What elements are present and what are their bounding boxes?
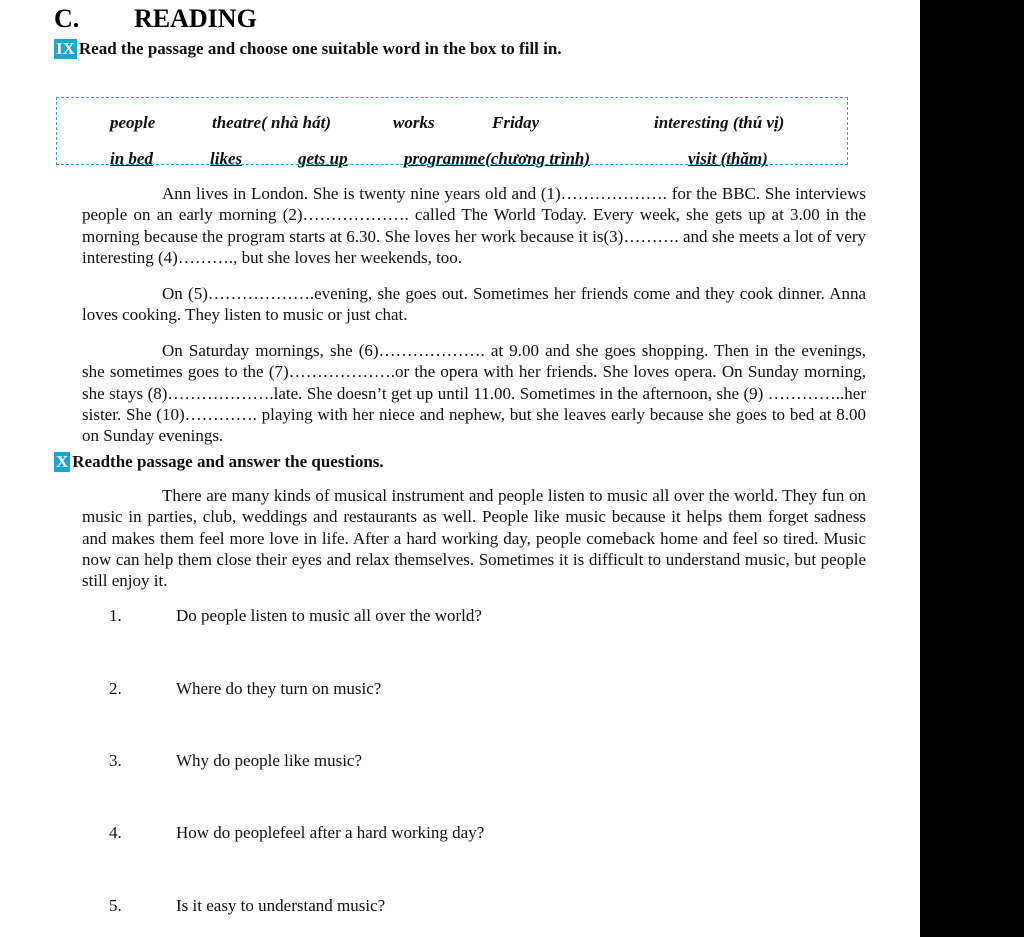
question-number: 3. — [109, 751, 122, 770]
question-text: Where do they turn on music? — [176, 679, 382, 698]
question-text: Is it easy to understand music? — [176, 896, 386, 915]
question-text: Why do people like music? — [176, 751, 363, 770]
question-number: 2. — [109, 679, 122, 698]
question-number: 4. — [109, 823, 122, 842]
word-box-item: gets up — [298, 149, 348, 168]
exercise-ix-badge: IX — [56, 39, 75, 58]
passage-ix-paragraph-2: On (5)……………….evening, she goes out. Sometimes her friends come and they cook dinner. Anna loves cooking. They listen to music or just chat. — [82, 284, 866, 325]
word-box-item: in bed — [110, 149, 153, 168]
word-box-item: works — [393, 113, 435, 132]
exercise-x-instruction: Readthe passage and answer the questions. — [72, 452, 384, 471]
section-letter: C. — [54, 4, 80, 33]
exercise-ix-heading — [54, 38, 562, 60]
passage-ix-paragraph-1: Ann lives in London. She is twenty nine years old and (1)………………. for the BBC. She interviews people on an early morning (2)………………. called The World Today. Every week, she gets up at 3.00 in the morning because the program starts at 6.30. She loves her work because it is(3)………. and she meets a lot of very interesting (4)………., but she loves her weekends, too. — [82, 184, 866, 267]
question-number: 1. — [109, 606, 122, 625]
page-margin-band — [920, 0, 1024, 937]
word-box-item: interesting (thú vị) — [654, 113, 785, 132]
question-text: How do peoplefeel after a hard working day? — [176, 823, 485, 842]
word-box-item: programme(chương trình) — [404, 149, 591, 168]
question-text: Do people listen to music all over the world? — [176, 606, 482, 625]
question-number: 5. — [109, 896, 122, 915]
word-box-item: visit (thăm) — [688, 149, 768, 168]
section-heading — [54, 3, 257, 35]
word-box-item: people — [110, 113, 156, 132]
exercise-ix-instruction: Read the passage and choose one suitable word in the box to fill in. — [78, 39, 562, 58]
passage-ix-paragraph-3: On Saturday mornings, she (6)………………. at 9.00 and she goes shopping. Then in the evenings, she sometimes goes to the (7)……………….or the opera with her friends. She loves opera. On Sunday morning, she stays (8)……………….late. She doesn’t get up until 11.00. Sometimes in the afternoon, she (9) …………..her sister. She (10)…………. playing with her niece and nephew, but she leaves early because she goes to bed at 8.00 on Sunday evenings. — [82, 341, 866, 446]
word-box-item: Friday — [492, 113, 540, 132]
exercise-x-badge: X — [56, 452, 69, 471]
word-box-item: theatre( nhà hát) — [212, 113, 332, 132]
section-title: READING — [134, 4, 257, 33]
passage-x-paragraph: There are many kinds of musical instrument and people listen to music all over the world. They fun on music in parties, club, weddings and restaurants as well. People like music because it helps them forget sadness and makes them feel more love in life. After a hard working day, people comeback home and feel so tired. Music now can help them close their eyes and relax themselves. Sometimes it is difficult to understand music, but people still enjoy it. — [82, 486, 866, 591]
exercise-x-heading — [54, 451, 384, 473]
word-box-item: likes — [210, 149, 243, 168]
